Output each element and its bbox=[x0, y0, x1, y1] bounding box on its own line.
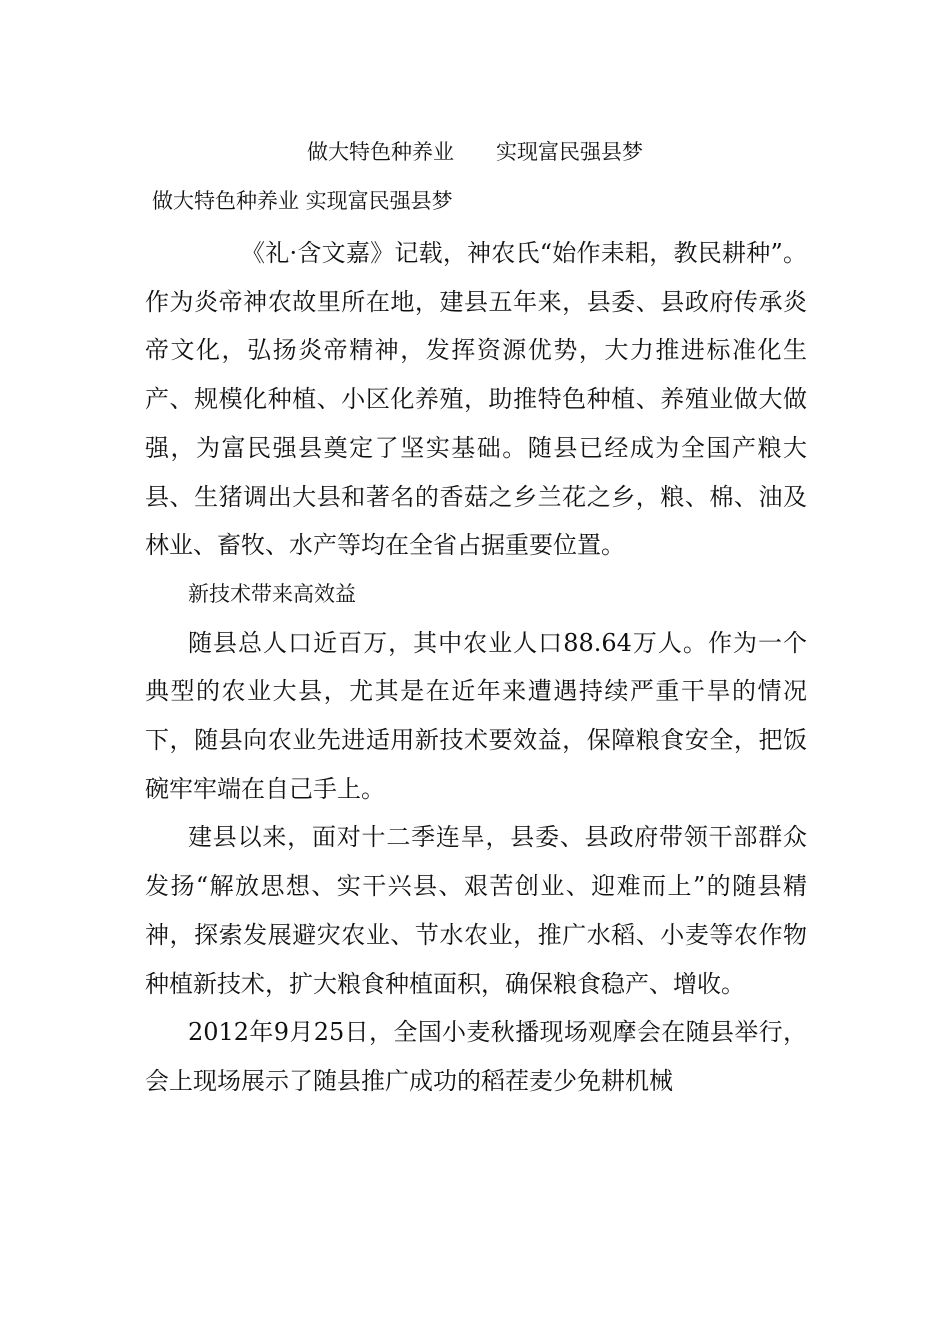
paragraph-population: 随县总人口近百万，其中农业人口88.64万人。作为一个典型的农业大县，尤其是在近年来遭遇持续严重干旱的情况下，随县向农业先进适用新技术要效益，保障粮食安全，把饭碗牢牢端在自己手上。 bbox=[145, 628, 807, 803]
section-heading: 新技术带来高效益 bbox=[188, 581, 356, 606]
document-subtitle: 做大特色种养业 实现富民强县梦 bbox=[152, 189, 453, 213]
paragraph-intro: 《礼·含文嘉》记载，神农氏“始作耒耜，教民耕种”。作为炎帝神农故里所在地，建县五年来，县委、县政府传承炎帝文化，弘扬炎帝精神，发挥资源优势，大力推进标准化生产、规模化种植、小区化养殖，助推特色种植、养殖业做大做强，为富民强县奠定了坚实基础。随县已经成为全国产粮大县、生猪调出大县和著名的香菇之乡兰花之乡，粮、棉、油及林业、畜牧、水产等均在全省占据重要位置。 bbox=[145, 239, 807, 560]
paragraph-wheat-meeting: 2012年9月25日，全国小麦秋播现场观摩会在随县举行，会上现场展示了随县推广成功的稻茬麦少免耕机械 bbox=[145, 1018, 807, 1095]
document-body bbox=[145, 229, 807, 1106]
paragraph-drought: 建县以来，面对十二季连旱，县委、县政府带领干部群众发扬“解放思想、实干兴县、艰苦创业、迎难而上”的随县精神，探索发展避灾农业、节水农业，推广水稻、小麦等农作物种植新技术，扩大粮食种植面积，确保粮食稳产、增收。 bbox=[145, 823, 807, 998]
document-title: 做大特色种养业 实现富民强县梦 bbox=[307, 140, 643, 164]
